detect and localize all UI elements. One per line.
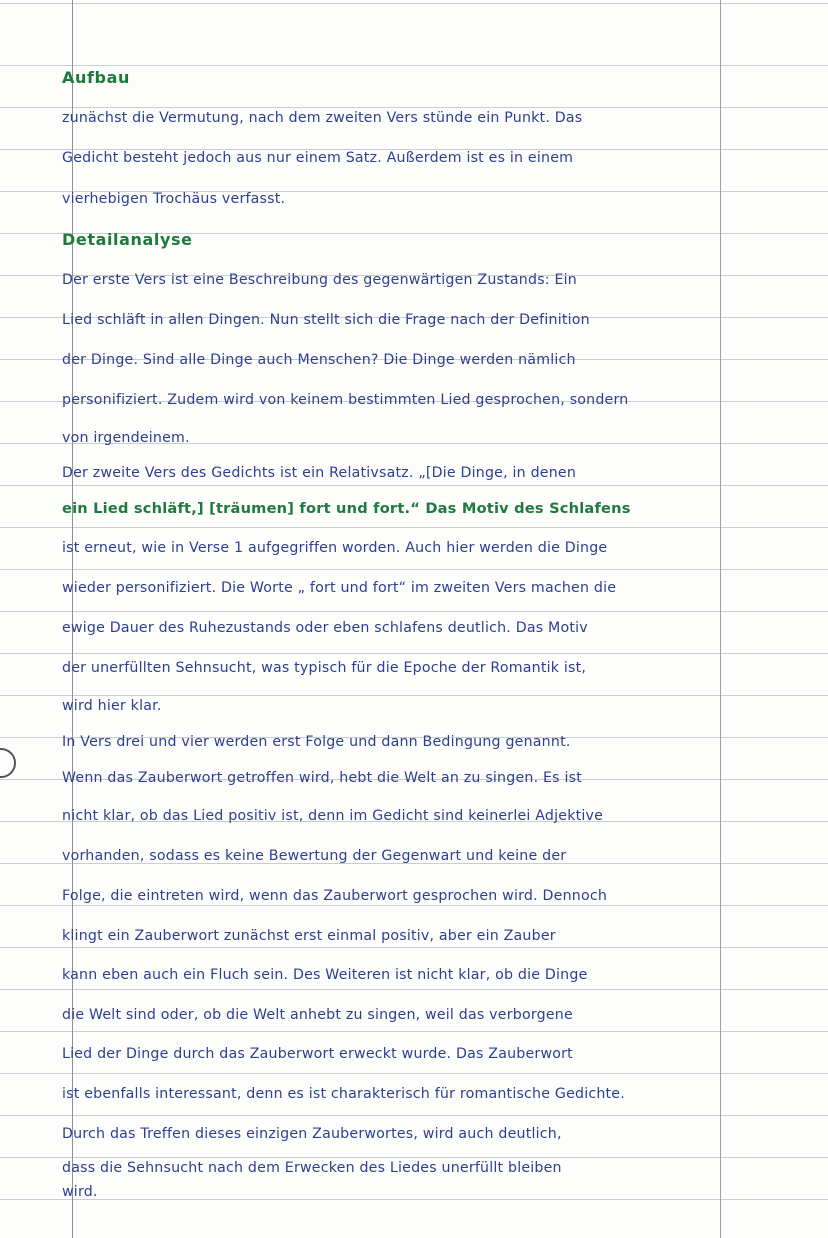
text-line: von irgendeinem.	[62, 430, 190, 446]
text-line: Durch das Treffen dieses einzigen Zauberwortes, wird auch deutlich,	[62, 1126, 562, 1142]
text-line: In Vers drei und vier werden erst Folge und dann Bedingung genannt.	[62, 734, 571, 750]
text-line: vorhanden, sodass es keine Bewertung der Gegenwart und keine der	[62, 848, 567, 864]
text-line: dass die Sehnsucht nach dem Erwecken des Liedes unerfüllt bleiben	[62, 1160, 562, 1176]
text-line: Wenn das Zauberwort getroffen wird, hebt die Welt an zu singen. Es ist	[62, 770, 582, 786]
text-line: wird hier klar.	[62, 698, 162, 714]
text-line: wird.	[62, 1184, 98, 1200]
text-line: personifiziert. Zudem wird von keinem bestimmten Lied gesprochen, sondern	[62, 392, 629, 408]
quote-line: ein Lied schläft,] [träumen] fort und fort.“ Das Motiv des Schlafens	[62, 500, 631, 517]
text-line: ist ebenfalls interessant, denn es ist charakterisch für romantische Gedichte.	[62, 1086, 625, 1102]
text-line: nicht klar, ob das Lied positiv ist, denn im Gedicht sind keinerlei Adjektive	[62, 808, 604, 824]
text-line: der Dinge. Sind alle Dinge auch Menschen? Die Dinge werden nämlich	[62, 352, 576, 368]
text-line: die Welt sind oder, ob die Welt anhebt zu singen, weil das verborgene	[62, 1007, 573, 1023]
text-line: Folge, die eintreten wird, wenn das Zauberwort gesprochen wird. Dennoch	[62, 888, 608, 904]
text-line: Gedicht besteht jedoch aus nur einem Satz. Außerdem ist es in einem	[62, 150, 574, 166]
text-line: ist erneut, wie in Verse 1 aufgegriffen worden. Auch hier werden die Dinge	[62, 540, 608, 556]
text-line: wieder personifiziert. Die Worte „ fort und fort“ im zweiten Vers machen die	[62, 580, 617, 596]
section-heading-aufbau: Aufbau	[62, 68, 130, 87]
text-line: Lied schläft in allen Dingen. Nun stellt sich die Frage nach der Definition	[62, 312, 590, 328]
text-line: Lied der Dinge durch das Zauberwort erweckt wurde. Das Zauberwort	[62, 1046, 573, 1062]
text-line: zunächst die Vermutung, nach dem zweiten Vers stünde ein Punkt. Das	[62, 110, 583, 126]
text-line: klingt ein Zauberwort zunächst erst einmal positiv, aber ein Zauber	[62, 928, 556, 944]
text-line: ewige Dauer des Ruhezustands oder eben schlafens deutlich. Das Motiv	[62, 620, 588, 636]
text-line: der unerfüllten Sehnsucht, was typisch für die Epoche der Romantik ist,	[62, 660, 587, 676]
text-line: vierhebigen Trochäus verfasst.	[62, 191, 286, 207]
text-line: Der erste Vers ist eine Beschreibung des gegenwärtigen Zustands: Ein	[62, 272, 577, 288]
text-line: Der zweite Vers des Gedichts ist ein Relativsatz. „[Die Dinge, in denen	[62, 465, 577, 481]
section-heading-detailanalyse: Detailanalyse	[62, 230, 193, 249]
text-line: kann eben auch ein Fluch sein. Des Weiteren ist nicht klar, ob die Dinge	[62, 967, 588, 983]
